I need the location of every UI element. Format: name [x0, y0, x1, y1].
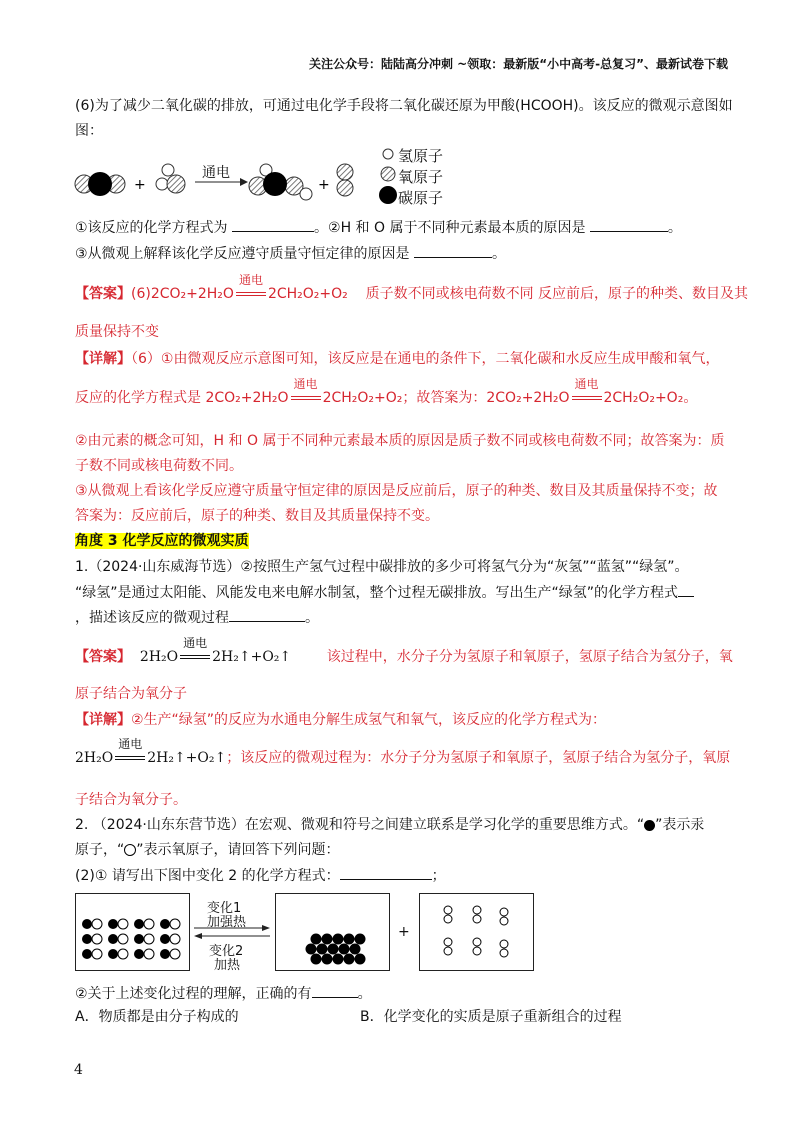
- legend-oxygen: 氧原子: [398, 168, 444, 186]
- q2-line-3: (2)① 请写出下图中变化 2 的化学方程式： ；: [75, 865, 446, 886]
- mercury-atoms: [275, 893, 388, 969]
- co2-molecule-icon: [75, 172, 125, 196]
- q1-line-2: “绿氢”是通过太阳能、风能发电来电解水制氢，整个过程无碳排放。写出生产“绿氢”的化学方程式: [75, 582, 694, 603]
- q6-intro-2: 图：: [75, 123, 103, 139]
- q6-detail-4: 子数不同或核电荷数不同。: [75, 458, 243, 474]
- header-banner: 关注公众号：陆陆高分冲刺 ~领取：最新版“小中高考-总复习”、最新试卷下载: [309, 57, 728, 71]
- q1-detail-3: 子结合为氧分子。: [75, 792, 187, 808]
- q2-line-1: 2. （2024·山东东营节选）在宏观、微观和符号之间建立联系是学习化学的重要思维方式。“ ”表示汞: [75, 817, 705, 833]
- hgo-molecules: [75, 893, 188, 969]
- q6-detail-1: 【详解】（6）①由微观反应示意图可知，该反应是在通电的条件下，二氧化碳和水反应生成甲酸和氧气，: [75, 351, 720, 367]
- section-title: 角度 3 化学反应的微观实质: [75, 533, 249, 549]
- q6-intro-1: (6)为了减少二氧化碳的排放，可通过电化学手段将二氧化碳还原为甲酸(HCOOH)。该反应的微观示意图如: [75, 98, 733, 114]
- oxygen-molecules: [419, 893, 532, 969]
- q6-answer: 【答案】(6)2CO₂+2H₂O 通电 2CH₂O₂+O₂ 质子数不同或核电荷数不同 反应前后，原子的种类、数目及其: [75, 273, 749, 302]
- change-arrows: [192, 925, 272, 939]
- q2-line-2: 原子，“ ”表示氧原子，请回答下列问题：: [75, 842, 340, 858]
- q6-detail-3: ②由元素的概念可知，H 和 O 属于不同种元素最本质的原因是质子数不同或核电荷数不同；故答案为：质: [75, 433, 725, 449]
- plus-sign: +: [134, 177, 146, 193]
- mercury-atom-icon: [644, 820, 655, 831]
- q1-answer: 【答案】 2H₂O 通电 2H₂↑+O₂↑ 该过程中，水分子分为氢原子和氧原子，氢原子结合为氢分子，氧: [75, 636, 733, 665]
- q1-line-3: ，描述该反应的微观过程 。: [75, 607, 319, 628]
- arrow-label: 通电: [202, 165, 230, 181]
- q6-detail-2: 反应的化学方程式是 2CO₂+2H₂O 通电 2CH₂O₂+O₂；故答案为：2CO₂+2H₂O 通电 2CH₂O₂+O₂。: [75, 377, 698, 406]
- change2-label: 变化2: [209, 944, 244, 959]
- legend-hydrogen-marker: [383, 149, 393, 159]
- figure-plus: +: [398, 924, 410, 940]
- legend-oxygen-marker: [381, 167, 395, 181]
- legend-hydrogen: 氢原子: [398, 147, 444, 165]
- page-number: 4: [74, 1062, 83, 1078]
- hcooh-molecule-icon: [249, 164, 312, 200]
- q6-ask-2: ③从微观上解释该化学反应遵守质量守恒定律的原因是 。: [75, 243, 506, 264]
- q2-option-a: A．物质都是由分子构成的: [75, 1009, 239, 1025]
- q6-answer-2: 质量保持不变: [75, 324, 159, 340]
- q6-detail-6: 答案为：反应前后，原子的种类、数目及其质量保持不变。: [75, 508, 439, 524]
- legend-carbon-marker: [379, 186, 397, 204]
- h2o-molecule-icon: [156, 164, 185, 193]
- q6-detail-5: ③从微观上看该化学反应遵守质量守恒定律的原因是反应前后，原子的种类、数目及其质量保持不变；故: [75, 483, 718, 499]
- q2-line-4: ②关于上述变化过程的理解，正确的有 。: [75, 983, 372, 1004]
- plus-sign-2: +: [318, 177, 330, 193]
- oxygen-atom-icon: [124, 844, 136, 856]
- legend-carbon: 碳原子: [398, 189, 444, 207]
- q1-detail-1: 【详解】②生产“绿氢”的反应为水通电分解生成氢气和氧气，该反应的化学方程式为：: [75, 712, 607, 728]
- change2-condition: 加热: [214, 958, 241, 973]
- q1-detail-2: 2H₂O 通电 2H₂↑+O₂↑；该反应的微观过程为：水分子分为氢原子和氧原子，氢原子结合为氢分子，氧原: [75, 737, 731, 766]
- q2-option-b: B．化学变化的实质是原子重新组合的过程: [360, 1009, 622, 1025]
- q6-ask-1: ①该反应的化学方程式为 。②H 和 O 属于不同种元素最本质的原因是 。: [75, 217, 682, 238]
- q1-line-1: 1.（2024·山东威海节选）②按照生产氢气过程中碳排放的多少可将氢气分为“灰氢”“蓝氢”“绿氢”。: [75, 559, 689, 575]
- q1-answer-2: 原子结合为氧分子: [75, 686, 187, 702]
- o2-molecule-icon: [337, 164, 353, 196]
- change1-label: 变化1: [207, 901, 242, 916]
- change1-condition: 加强热: [207, 915, 247, 930]
